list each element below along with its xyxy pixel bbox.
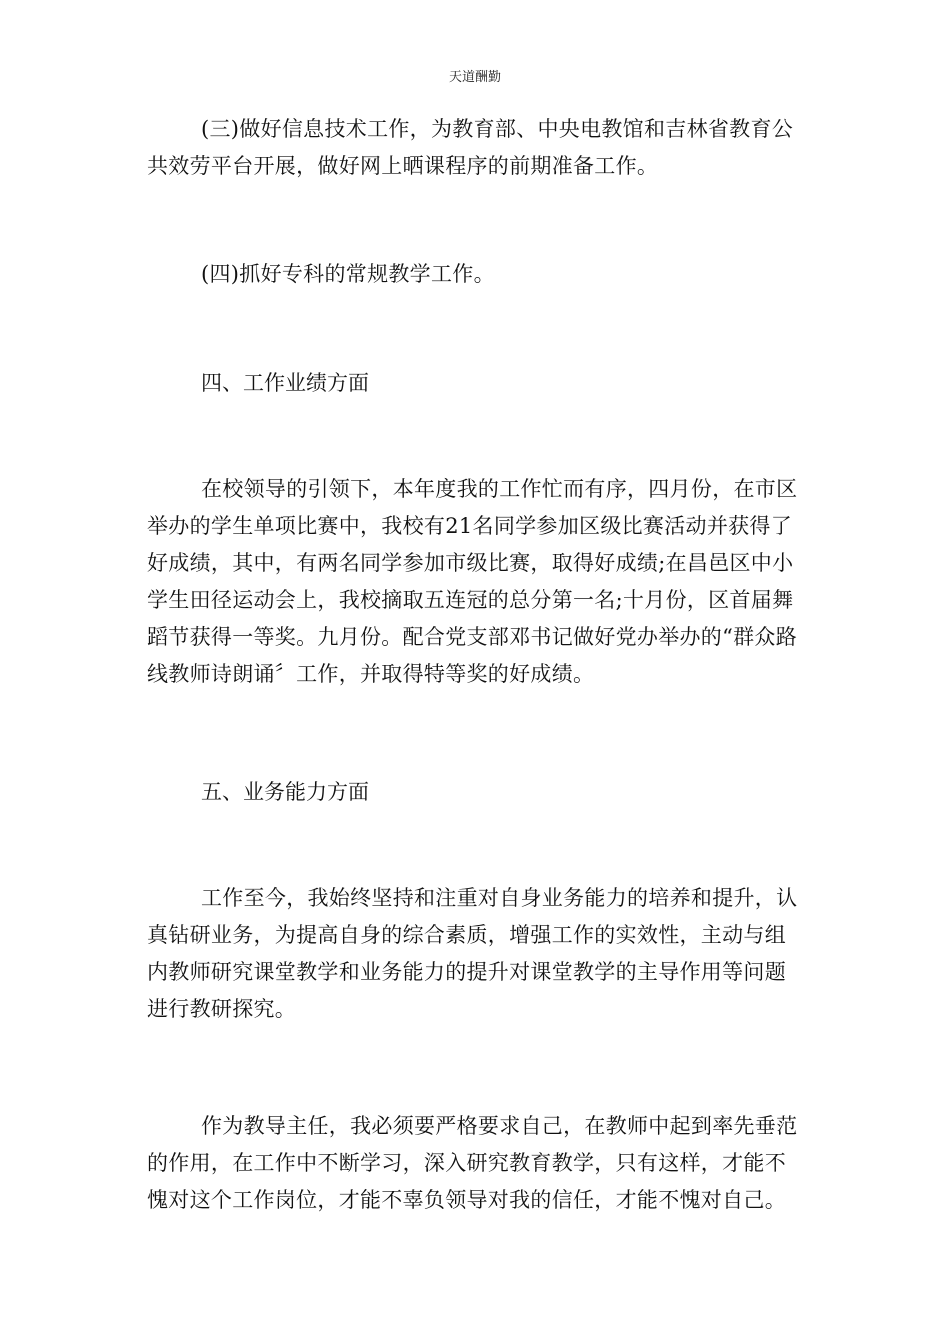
- paragraph-achievements: 在校领导的引领下，本年度我的工作忙而有序，四月份，在市区举办的学生单项比赛中，我校有21名同学参加区级比赛活动并获得了好成绩，其中，有两名同学参加市级比赛，取得好成绩;在昌邑区中小学生田径运动会上，我校摘取五连冠的总分第一名;十月份，区首届舞蹈节获得一等奖。九月份。配合党支部邓书记做好党办举办的“群众路线教师诗朗诵〞工作，并取得特等奖的好成绩。: [147, 477, 798, 686]
- paragraph-dean-role: 作为教导主任，我必须要严格要求自己，在教师中起到率先垂范的作用，在工作中不断学习，深入研究教育教学，只有这样，才能不愧对这个工作岗位，才能不辜负领导对我的信任，才能不愧对自己。: [147, 1114, 798, 1212]
- paragraph-ability: 工作至今，我始终坚持和注重对自身业务能力的培养和提升，认真钻研业务，为提高自身的综合素质，增强工作的实效性，主动与组内教师研究课堂教学和业务能力的提升对课堂教学的主导作用等问题进行教研探究。: [147, 886, 798, 1021]
- section-heading-ability: 五、业务能力方面: [201, 780, 369, 804]
- page-header: 天道酬勤: [448, 70, 501, 85]
- paragraph-info-tech: (三)做好信息技术工作，为教育部、中央电教馆和吉林省教育公共效劳平台开展，做好网上晒课程序的前期准备工作。: [147, 117, 794, 178]
- section-heading-achievements: 四、工作业绩方面: [201, 371, 369, 395]
- paragraph-routine-teaching: (四)抓好专科的常规教学工作。: [201, 262, 495, 286]
